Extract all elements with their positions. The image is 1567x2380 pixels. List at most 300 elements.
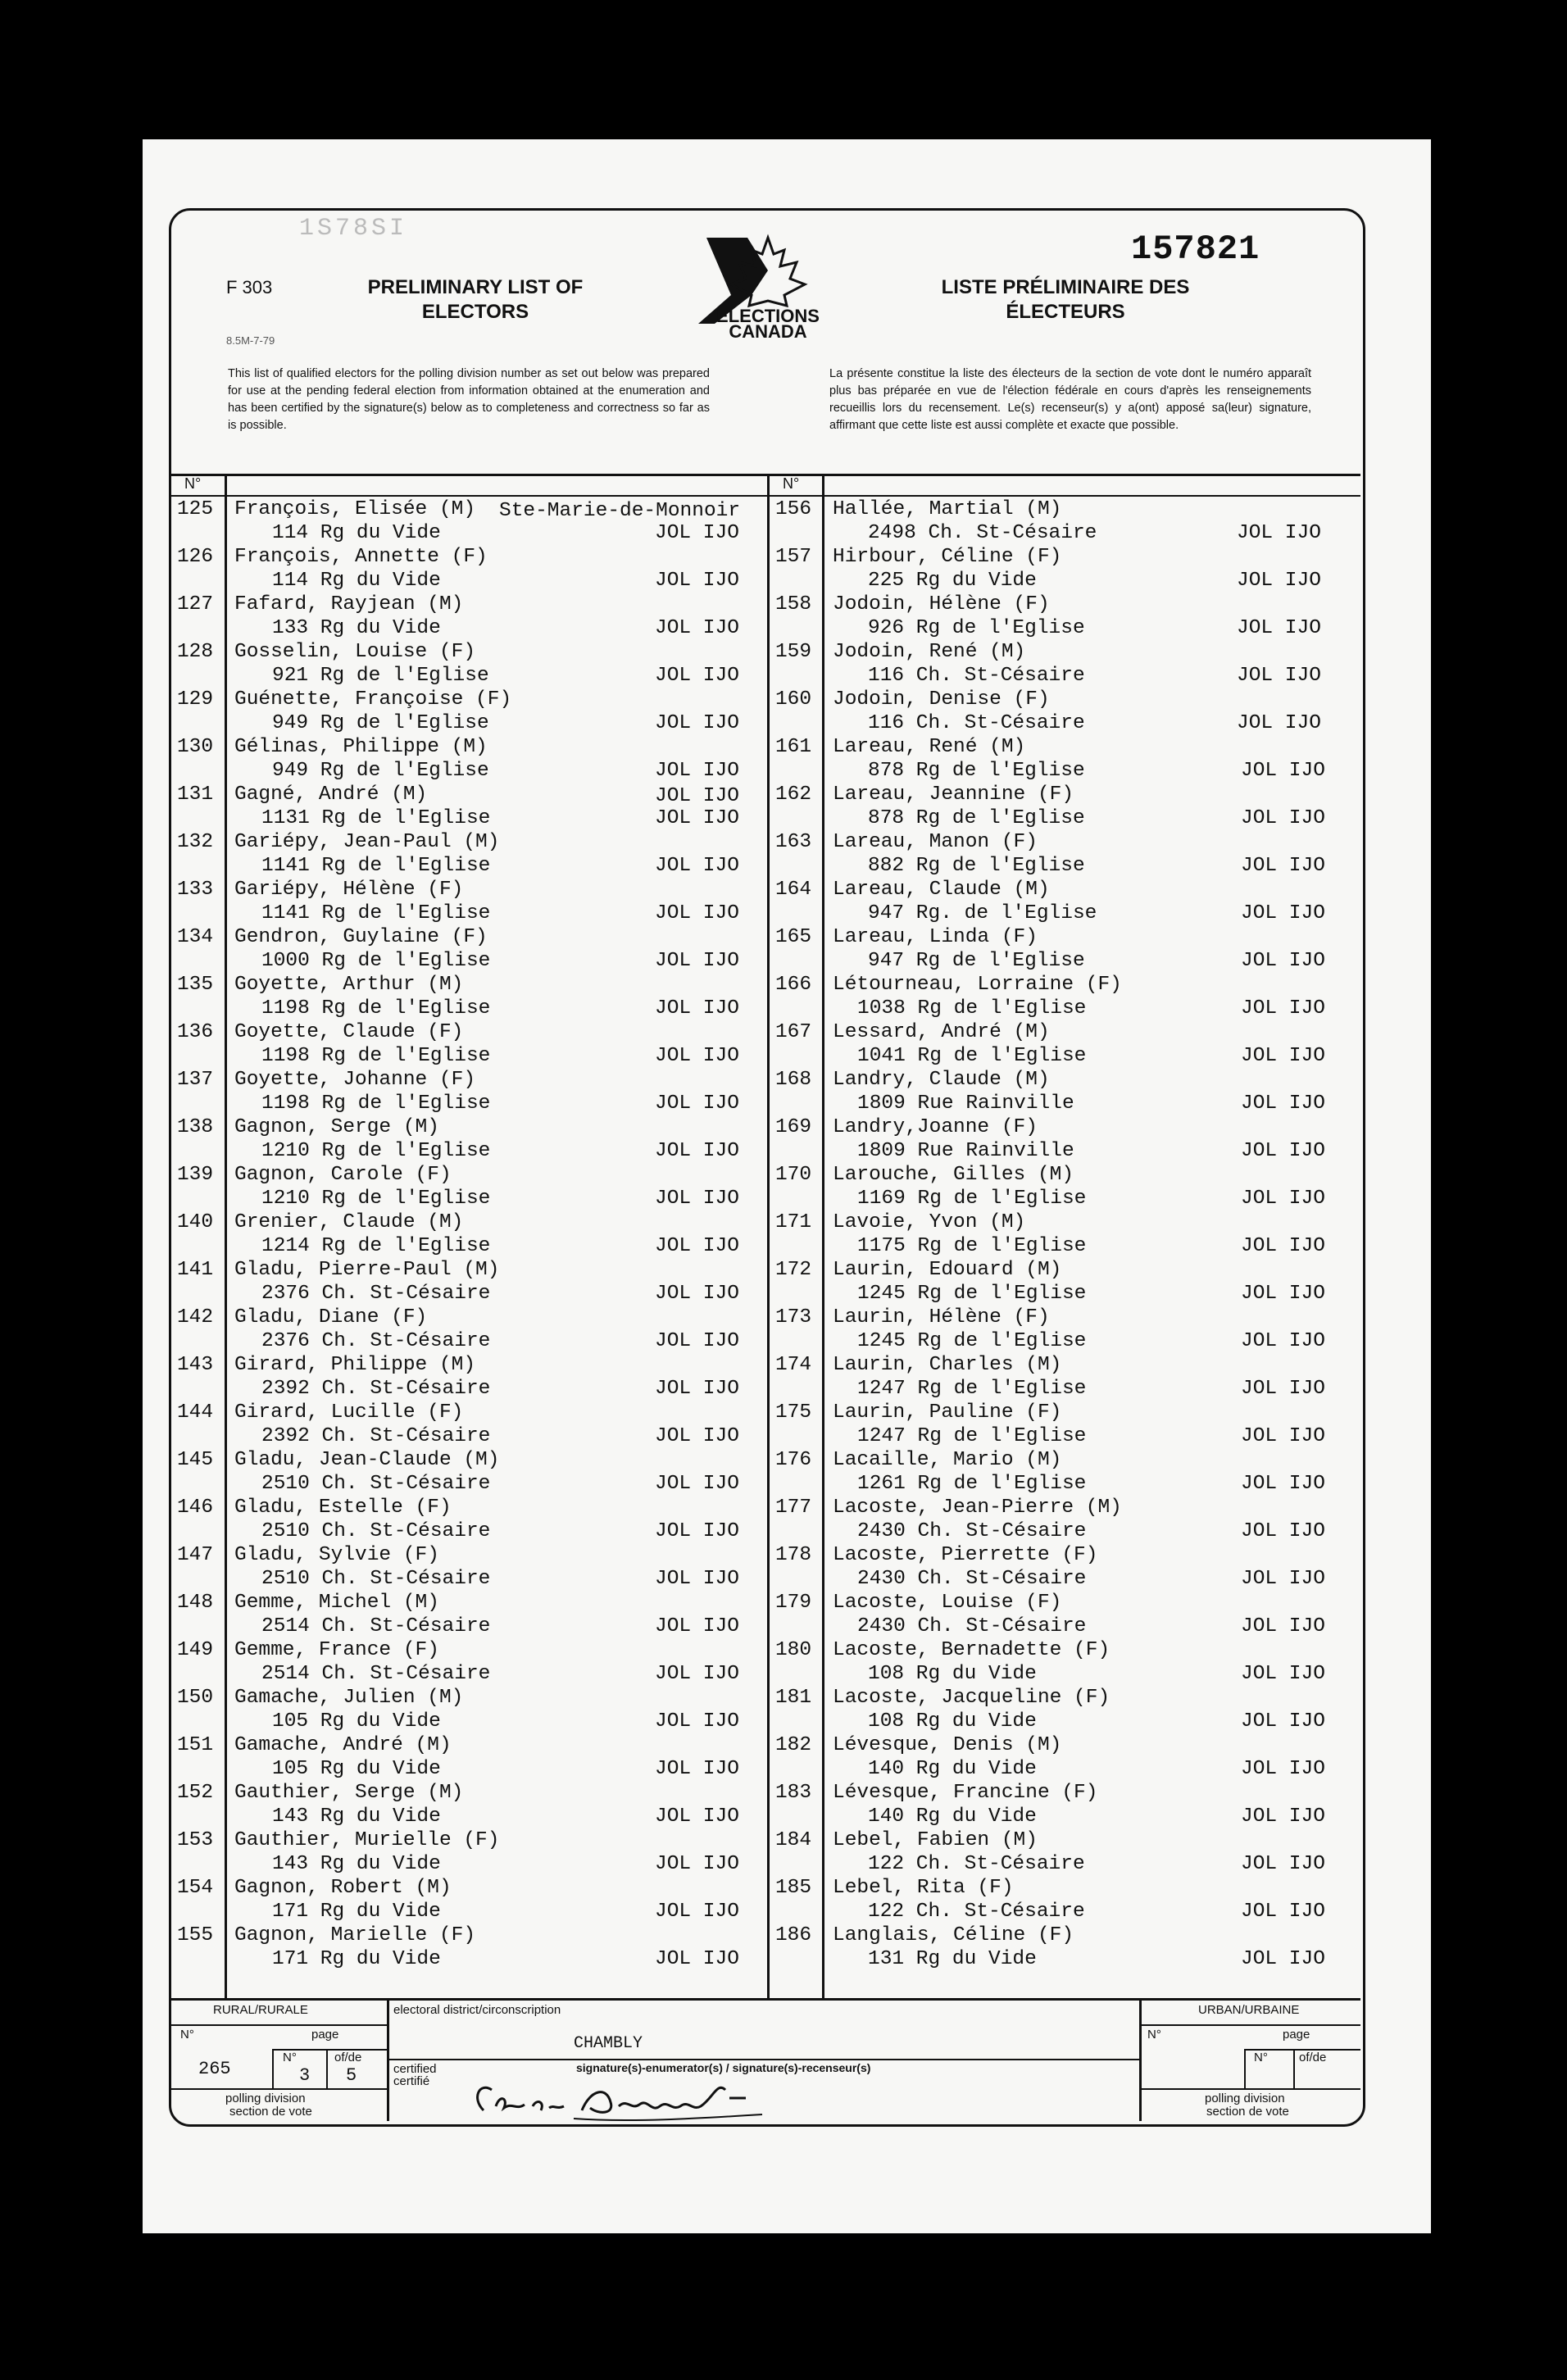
- elector-name: Jodoin, René (M): [833, 641, 1026, 663]
- elector-address: 131 Rg du Vide: [868, 1948, 1037, 1970]
- elector-address: 2514 Ch. St-Césaire: [261, 1615, 491, 1637]
- rural-of-label: of/de: [334, 2051, 362, 2064]
- elector-number: 137: [176, 1069, 214, 1091]
- elector-name: Goyette, Johanne (F): [234, 1069, 476, 1091]
- list-item: [774, 688, 1360, 736]
- print-code: 8.5M-7-79: [226, 334, 275, 347]
- urban-page-label: page: [1283, 2028, 1310, 2042]
- postal-code: JOL IJO: [655, 1568, 739, 1590]
- postal-code: JOL IJO: [655, 1283, 739, 1305]
- postal-code: JOL IJO: [655, 855, 739, 877]
- urban-polling-division-label: polling division: [1205, 2092, 1285, 2105]
- polling-division-label: polling division: [225, 2092, 306, 2105]
- elector-address: 2376 Ch. St-Césaire: [261, 1283, 491, 1305]
- list-item: [774, 546, 1360, 593]
- elector-address: 114 Rg du Vide: [272, 522, 441, 544]
- signature-label: signature(s)-enumerator(s) / signature(s)-recenseur(s): [576, 2061, 871, 2074]
- elector-address: 878 Rg de l'Eglise: [868, 760, 1085, 782]
- list-item: [175, 831, 765, 879]
- postal-code: JOL IJO: [655, 950, 739, 972]
- list-item: [774, 593, 1360, 641]
- section-de-vote-label: section de vote: [229, 2105, 312, 2119]
- elector-address: 133 Rg du Vide: [272, 617, 441, 639]
- electors-list-right: [774, 498, 1360, 1972]
- elector-name: Lavoie, Yvon (M): [833, 1211, 1026, 1233]
- list-item: [175, 1069, 765, 1116]
- elector-name: Gladu, Pierre-Paul (M): [234, 1259, 500, 1281]
- list-item: [774, 974, 1360, 1021]
- elector-name: Gemme, France (F): [234, 1639, 439, 1661]
- elector-address: 108 Rg du Vide: [868, 1663, 1037, 1685]
- elector-address: 947 Rg de l'Eglise: [868, 950, 1085, 972]
- elector-name: Laurin, Pauline (F): [833, 1401, 1062, 1424]
- elector-name: Lacoste, Louise (F): [833, 1592, 1062, 1614]
- elector-number: 182: [774, 1734, 812, 1756]
- list-item: [774, 783, 1360, 831]
- postal-code: JOL IJO: [1237, 617, 1321, 639]
- elector-address: 949 Rg de l'Eglise: [272, 712, 489, 734]
- rural-page-no-label: N°: [283, 2051, 297, 2064]
- elector-name: Lévesque, Denis (M): [833, 1734, 1062, 1756]
- elector-name: Landry,Joanne (F): [833, 1116, 1038, 1138]
- elector-name: Lareau, René (M): [833, 736, 1026, 758]
- elector-address: 2376 Ch. St-Césaire: [261, 1330, 491, 1352]
- elector-name: Gamache, André (M): [234, 1734, 452, 1756]
- urban-no-label: N°: [1147, 2028, 1161, 2042]
- elector-name: Gagné, André (M): [234, 783, 428, 806]
- list-item: [774, 1497, 1360, 1544]
- elector-name: Gagnon, Robert (M): [234, 1877, 452, 1899]
- elector-address: 1141 Rg de l'Eglise: [261, 902, 491, 924]
- list-item: [175, 736, 765, 783]
- elector-address: 1809 Rue Rainville: [857, 1140, 1074, 1162]
- postal-code: JOL IJO: [1241, 1758, 1325, 1780]
- postal-code: JOL IJO: [1241, 1188, 1325, 1210]
- list-item: [175, 498, 765, 546]
- postal-code: JOL IJO: [655, 570, 739, 592]
- elector-address: 2392 Ch. St-Césaire: [261, 1378, 491, 1400]
- postal-code: JOL IJO: [1241, 1140, 1325, 1162]
- elector-number: 141: [176, 1259, 214, 1281]
- elector-number: 160: [774, 688, 812, 711]
- electors-list-left: [175, 498, 765, 1972]
- urban-label: URBAN/URBAINE: [1198, 2003, 1300, 2017]
- list-item: [175, 1592, 765, 1639]
- list-item: [774, 1829, 1360, 1877]
- list-item: [175, 1687, 765, 1734]
- elector-name: Girard, Philippe (M): [234, 1354, 476, 1376]
- list-item: [175, 1544, 765, 1592]
- elector-address: 921 Rg de l'Eglise: [272, 665, 489, 687]
- list-item: [175, 783, 765, 831]
- elector-number: 184: [774, 1829, 812, 1851]
- postal-code: JOL IJO: [655, 1092, 739, 1115]
- elector-number: 133: [176, 879, 214, 901]
- elector-address: 2498 Ch. St-Césaire: [868, 522, 1097, 544]
- elector-address: 2392 Ch. St-Césaire: [261, 1425, 491, 1447]
- elector-address: 2514 Ch. St-Césaire: [261, 1663, 491, 1685]
- list-item: [774, 1259, 1360, 1306]
- postal-code: JOL IJO: [655, 902, 739, 924]
- elector-address: 1198 Rg de l'Eglise: [261, 1092, 491, 1115]
- footer-top-rule: [171, 1998, 1360, 2001]
- elector-number: 177: [774, 1497, 812, 1519]
- elector-address: 1247 Rg de l'Eglise: [857, 1425, 1087, 1447]
- title-english: PRELIMINARY LIST OF ELECTORS: [367, 276, 584, 323]
- logo-text-canada: CANADA: [729, 321, 807, 340]
- elector-name: François, Annette (F): [234, 546, 488, 568]
- list-item: [175, 1306, 765, 1354]
- elector-name: Gariépy, Hélène (F): [234, 879, 464, 901]
- list-item: [175, 1924, 765, 1972]
- postal-code: JOL IJO: [1241, 1568, 1325, 1590]
- logo-text-elections: ELECTIONS: [716, 306, 820, 326]
- elector-name: Lévesque, Francine (F): [833, 1782, 1098, 1804]
- elector-address: 1245 Rg de l'Eglise: [857, 1330, 1087, 1352]
- elector-address: 1198 Rg de l'Eglise: [261, 1045, 491, 1067]
- elector-number: 156: [774, 498, 812, 520]
- elector-name: Lessard, André (M): [833, 1021, 1050, 1043]
- district-label: electoral district/circonscription: [393, 2003, 561, 2017]
- elector-name: Gagnon, Serge (M): [234, 1116, 439, 1138]
- elector-name: Gendron, Guylaine (F): [234, 926, 488, 948]
- elector-address: 143 Rg du Vide: [272, 1853, 441, 1875]
- elector-number: 183: [774, 1782, 812, 1804]
- elector-number: 170: [774, 1164, 812, 1186]
- certifie-label: certifié: [393, 2074, 430, 2088]
- elector-address: 171 Rg du Vide: [272, 1901, 441, 1923]
- postal-code: JOL IJO: [655, 997, 739, 1020]
- postal-code: JOL IJO: [1241, 1853, 1325, 1875]
- list-item: [774, 1354, 1360, 1401]
- elector-address: 143 Rg du Vide: [272, 1805, 441, 1828]
- elector-name: Lacoste, Pierrette (F): [833, 1544, 1098, 1566]
- postal-code: JOL IJO: [1241, 1663, 1325, 1685]
- list-item: [175, 546, 765, 593]
- elector-name: Gariépy, Jean-Paul (M): [234, 831, 500, 853]
- elector-name: Guénette, Françoise (F): [234, 688, 512, 711]
- elector-number: 144: [176, 1401, 214, 1424]
- elector-address: 1175 Rg de l'Eglise: [857, 1235, 1087, 1257]
- list-item: [774, 1021, 1360, 1069]
- postal-code: JOL IJO: [1241, 1283, 1325, 1305]
- intro-english: This list of qualified electors for the polling division number as set out below was prepared for use at the pending federal election from information obtained at the enumeration and has been certified by the signature(s) below as to completeness and correctness so far as is possible.: [228, 367, 710, 432]
- elector-address: 2510 Ch. St-Césaire: [261, 1473, 491, 1495]
- elector-address: 1169 Rg de l'Eglise: [857, 1188, 1087, 1210]
- elector-number: 148: [176, 1592, 214, 1614]
- postal-code: JOL IJO: [1241, 1710, 1325, 1733]
- elector-name: Langlais, Céline (F): [833, 1924, 1074, 1946]
- postal-code: JOL IJO: [1237, 665, 1321, 687]
- elector-address: 105 Rg du Vide: [272, 1710, 441, 1733]
- list-item: [774, 1211, 1360, 1259]
- elector-name: Gagnon, Marielle (F): [234, 1924, 476, 1946]
- elector-number: 171: [774, 1211, 812, 1233]
- postal-code: JOL IJO: [655, 1188, 739, 1210]
- elector-number: 134: [176, 926, 214, 948]
- elector-number: 181: [774, 1687, 812, 1709]
- elector-name: Hallée, Martial (M): [833, 498, 1062, 520]
- elector-name: Jodoin, Denise (F): [833, 688, 1050, 711]
- ghost-serial: 1S78SI: [299, 215, 408, 243]
- elector-number: 174: [774, 1354, 812, 1376]
- elector-name: François, Elisée (M): [234, 498, 476, 520]
- elector-address: 1038 Rg de l'Eglise: [857, 997, 1087, 1020]
- elector-number: 172: [774, 1259, 812, 1281]
- list-item: [175, 1259, 765, 1306]
- no-header-right: N°: [783, 475, 800, 492]
- elector-address: 2430 Ch. St-Césaire: [857, 1520, 1087, 1542]
- postal-code: JOL IJO: [655, 1853, 739, 1875]
- list-item: [175, 1829, 765, 1877]
- elector-address: 1245 Rg de l'Eglise: [857, 1283, 1087, 1305]
- elector-name: Lebel, Rita (F): [833, 1877, 1014, 1899]
- list-item: [774, 498, 1360, 546]
- postal-code: JOL IJO: [1241, 997, 1325, 1020]
- list-item: [774, 1734, 1360, 1782]
- list-item: [774, 1877, 1360, 1924]
- postal-code: JOL IJO: [655, 522, 739, 544]
- elections-canada-logo: [698, 234, 838, 340]
- elector-number: 155: [176, 1924, 214, 1946]
- list-item: [175, 879, 765, 926]
- elector-number: 162: [774, 783, 812, 806]
- list-item: [175, 1116, 765, 1164]
- postal-code: JOL IJO: [1241, 807, 1325, 829]
- elector-address: 926 Rg de l'Eglise: [868, 617, 1085, 639]
- elector-address: 2430 Ch. St-Césaire: [857, 1615, 1087, 1637]
- postal-code: JOL IJO: [1241, 1473, 1325, 1495]
- footer-urban-no-divider: [1244, 2049, 1246, 2088]
- elector-address: 2510 Ch. St-Césaire: [261, 1568, 491, 1590]
- elector-name: Lacaille, Mario (M): [833, 1449, 1062, 1471]
- postal-code: JOL IJO: [655, 712, 739, 734]
- postal-code: JOL IJO: [655, 1045, 739, 1067]
- postal-code: JOL IJO: [1241, 902, 1325, 924]
- urban-section-de-vote-label: section de vote: [1206, 2105, 1289, 2119]
- elector-name: Girard, Lucille (F): [234, 1401, 464, 1424]
- elector-number: 168: [774, 1069, 812, 1091]
- postal-code: JOL IJO: [1241, 1805, 1325, 1828]
- certified-label: certified: [393, 2062, 437, 2076]
- elector-name: Gladu, Jean-Claude (M): [234, 1449, 500, 1471]
- elector-number: 146: [176, 1497, 214, 1519]
- elector-address: 1198 Rg de l'Eglise: [261, 997, 491, 1020]
- elector-name: Gélinas, Philippe (M): [234, 736, 488, 758]
- elector-name: Gauthier, Murielle (F): [234, 1829, 500, 1851]
- elector-number: 129: [176, 688, 214, 711]
- rural-label: RURAL/RURALE: [213, 2003, 308, 2017]
- postal-code: JOL IJO: [1241, 855, 1325, 877]
- postal-code: JOL IJO: [1241, 1330, 1325, 1352]
- list-item: [175, 1639, 765, 1687]
- list-item: [175, 1211, 765, 1259]
- elector-number: 132: [176, 831, 214, 853]
- elector-name: Jodoin, Hélène (F): [833, 593, 1050, 615]
- elector-address: 1210 Rg de l'Eglise: [261, 1140, 491, 1162]
- intro-french: La présente constitue la liste des électeurs de la section de vote dont le numéro apparaît plus bas préparée en vue de l'élection fédérale en cours d'après les renseignements recueillis lors du recensement. Le(s) recenseur(s) y a(ont) apposé sa(leur) signature, affirmant que cette liste est aussi complète et exacte que possible.: [829, 367, 1311, 432]
- rural-page-label: page: [311, 2028, 339, 2042]
- postal-code: JOL IJO: [655, 1758, 739, 1780]
- elector-name: Gosselin, Louise (F): [234, 641, 476, 663]
- elector-name: Gamache, Julien (M): [234, 1687, 464, 1709]
- elector-address: 140 Rg du Vide: [868, 1758, 1037, 1780]
- elector-address: 116 Ch. St-Césaire: [868, 665, 1085, 687]
- elector-name: Lareau, Manon (F): [833, 831, 1038, 853]
- list-item: [774, 736, 1360, 783]
- elector-address: 1041 Rg de l'Eglise: [857, 1045, 1087, 1067]
- elector-address: 1247 Rg de l'Eglise: [857, 1378, 1087, 1400]
- elector-number: 147: [176, 1544, 214, 1566]
- postal-code: JOL IJO: [1241, 1045, 1325, 1067]
- elector-address: 947 Rg. de l'Eglise: [868, 902, 1097, 924]
- list-item: [175, 688, 765, 736]
- postal-code: JOL IJO: [655, 1615, 739, 1637]
- list-item: [774, 1401, 1360, 1449]
- elector-name: Gemme, Michel (M): [234, 1592, 439, 1614]
- postal-code: JOL IJO: [1241, 760, 1325, 782]
- elector-name: Grenier, Claude (M): [234, 1211, 464, 1233]
- elector-number: 180: [774, 1639, 812, 1661]
- list-item: [774, 831, 1360, 879]
- elector-name: Goyette, Arthur (M): [234, 974, 464, 996]
- list-item: [175, 1164, 765, 1211]
- list-item: [175, 1877, 765, 1924]
- elector-number: 173: [774, 1306, 812, 1329]
- elector-number: 131: [176, 783, 214, 806]
- elector-name: Lebel, Fabien (M): [833, 1829, 1038, 1851]
- elector-name: Gagnon, Carole (F): [234, 1164, 452, 1186]
- table-top-rule: [171, 474, 1360, 476]
- elector-number: 126: [176, 546, 214, 568]
- center-divider-1: [767, 474, 770, 1998]
- postal-code: JOL IJO: [655, 1140, 739, 1162]
- elector-name: Lacoste, Jacqueline (F): [833, 1687, 1111, 1709]
- elector-number: 140: [176, 1211, 214, 1233]
- page-number: 3: [299, 2065, 311, 2086]
- elector-name: Larouche, Gilles (M): [833, 1164, 1074, 1186]
- elector-number: 125: [176, 498, 214, 520]
- postal-code: JOL IJO: [655, 1663, 739, 1685]
- elector-number: 165: [774, 926, 812, 948]
- elector-name: Hirbour, Céline (F): [833, 546, 1062, 568]
- elector-number: 167: [774, 1021, 812, 1043]
- elector-address: 1000 Rg de l'Eglise: [261, 950, 491, 972]
- list-item: [774, 879, 1360, 926]
- elector-name: Létourneau, Lorraine (F): [833, 974, 1122, 996]
- elector-number: 161: [774, 736, 812, 758]
- elector-number: 138: [176, 1116, 214, 1138]
- elector-number: 135: [176, 974, 214, 996]
- list-item: [175, 1497, 765, 1544]
- postal-code: JOL IJO: [1241, 950, 1325, 972]
- urban-of-label: of/de: [1299, 2051, 1327, 2064]
- elector-number: 185: [774, 1877, 812, 1899]
- postal-code: JOL IJO: [1237, 712, 1321, 734]
- postal-code: JOL IJO: [655, 1330, 739, 1352]
- elector-number: 163: [774, 831, 812, 853]
- municipality: Ste-Marie-de-Monnoir: [499, 500, 741, 522]
- postal-code: JOL IJO: [1241, 1948, 1325, 1970]
- postal-code: JOL IJO: [1241, 1235, 1325, 1257]
- list-item: [175, 1449, 765, 1497]
- list-item: [175, 1401, 765, 1449]
- elector-number: 151: [176, 1734, 214, 1756]
- elector-address: 1141 Rg de l'Eglise: [261, 855, 491, 877]
- elector-number: 149: [176, 1639, 214, 1661]
- postal-code: JOL IJO: [655, 1901, 739, 1923]
- list-item: [175, 1734, 765, 1782]
- elector-name: Lacoste, Jean-Pierre (M): [833, 1497, 1122, 1519]
- elector-number: 152: [176, 1782, 214, 1804]
- elector-name: Fafard, Rayjean (M): [234, 593, 464, 615]
- postal-code: JOL IJO: [655, 1425, 739, 1447]
- elector-name: Laurin, Edouard (M): [833, 1259, 1062, 1281]
- elector-number: 150: [176, 1687, 214, 1709]
- elector-number: 142: [176, 1306, 214, 1329]
- postal-code: JOL IJO: [655, 760, 739, 782]
- list-item: [774, 1782, 1360, 1829]
- elector-address: 2510 Ch. St-Césaire: [261, 1520, 491, 1542]
- elector-number: 164: [774, 879, 812, 901]
- elector-name: Laurin, Hélène (F): [833, 1306, 1050, 1329]
- elector-number: 176: [774, 1449, 812, 1471]
- elector-number: 166: [774, 974, 812, 996]
- list-item: [175, 1782, 765, 1829]
- elector-name: Lareau, Claude (M): [833, 879, 1050, 901]
- footer-of-divider: [326, 2049, 328, 2088]
- elector-number: 139: [176, 1164, 214, 1186]
- elector-address: 105 Rg du Vide: [272, 1758, 441, 1780]
- elector-number: 127: [176, 593, 214, 615]
- elector-address: 1131 Rg de l'Eglise: [261, 807, 491, 829]
- list-item: [175, 926, 765, 974]
- postal-code: JOL IJO: [1237, 522, 1321, 544]
- enumerator-signature: [467, 2073, 779, 2131]
- elector-number: 153: [176, 1829, 214, 1851]
- form-number: F 303: [226, 277, 273, 298]
- postal-code: JOL IJO: [1241, 1092, 1325, 1115]
- elector-number: 128: [176, 641, 214, 663]
- elector-name: Gladu, Diane (F): [234, 1306, 428, 1329]
- footer-rural-bottom-rule: [171, 2088, 387, 2090]
- postal-code: JOL IJO: [655, 1710, 739, 1733]
- elector-address: 1261 Rg de l'Eglise: [857, 1473, 1087, 1495]
- postal-code: JOL IJO: [1241, 1520, 1325, 1542]
- list-item: [175, 593, 765, 641]
- elector-address: 1809 Rue Rainville: [857, 1092, 1074, 1115]
- footer-urban-rule: [1139, 2024, 1360, 2026]
- postal-code: JOL IJO: [1241, 1901, 1325, 1923]
- serial-number: 157821: [1131, 229, 1260, 269]
- postal-code: JOL IJO: [655, 1805, 739, 1828]
- elector-name: Landry, Claude (M): [833, 1069, 1050, 1091]
- table-header-rule: [171, 495, 1360, 497]
- title-french: LISTE PRÉLIMINAIRE DES ÉLECTEURS: [941, 276, 1190, 323]
- elector-number: 130: [176, 736, 214, 758]
- elector-name: Lareau, Linda (F): [833, 926, 1038, 948]
- elector-number: 154: [176, 1877, 214, 1899]
- list-item: [774, 1544, 1360, 1592]
- list-item: [175, 974, 765, 1021]
- elector-address: 122 Ch. St-Césaire: [868, 1901, 1085, 1923]
- postal-code-duplicate: JOL IJO: [655, 785, 739, 807]
- list-item: [175, 1021, 765, 1069]
- elector-address: 116 Ch. St-Césaire: [868, 712, 1085, 734]
- postal-code: JOL IJO: [655, 807, 739, 829]
- postal-code: JOL IJO: [655, 1235, 739, 1257]
- elector-number: 136: [176, 1021, 214, 1043]
